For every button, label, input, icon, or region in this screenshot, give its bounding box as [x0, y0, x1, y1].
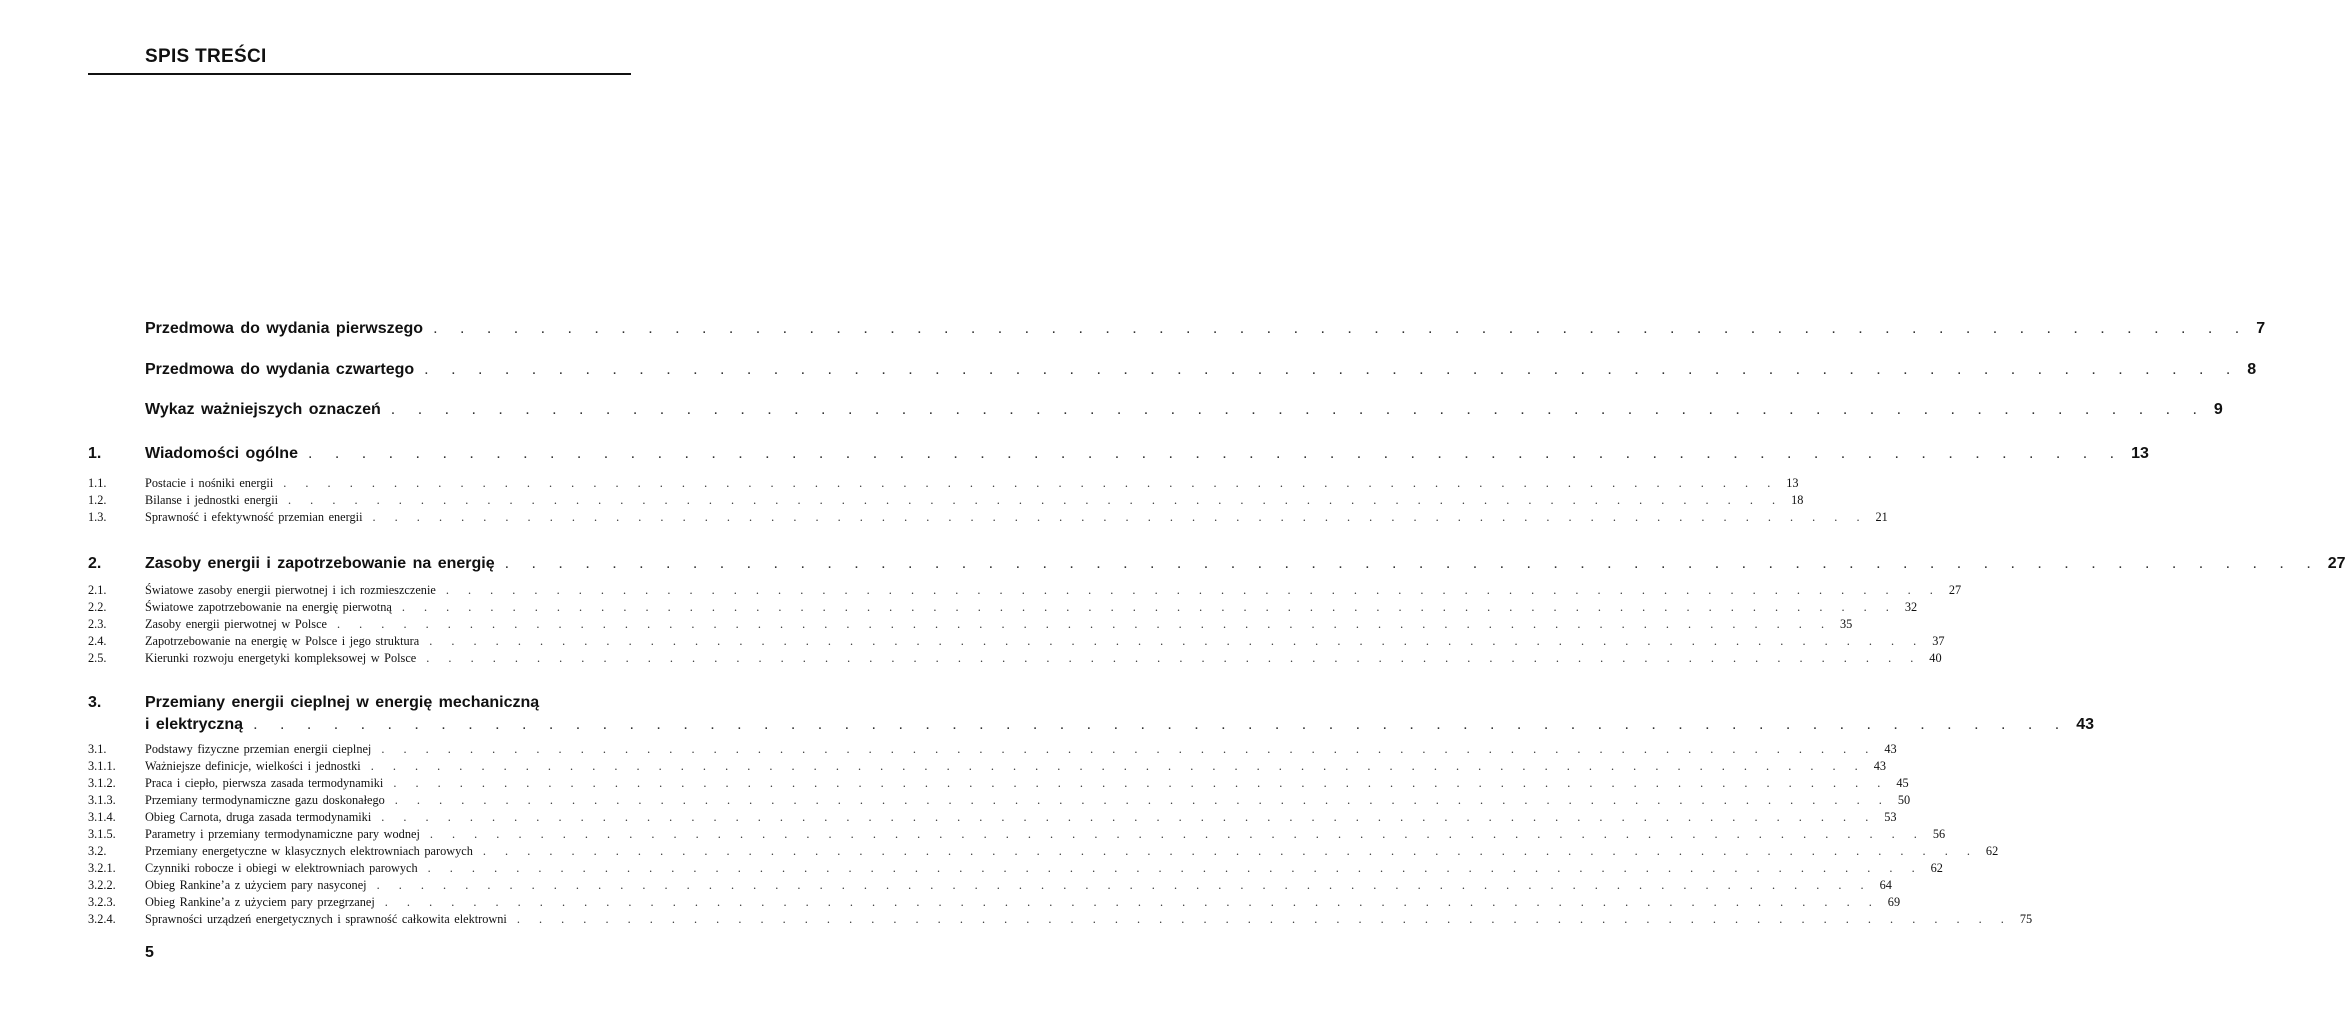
section-page: 53: [1884, 810, 1897, 824]
section-title: Zasoby energii pierwotnej w Polsce: [145, 617, 327, 631]
section-page: 56: [1932, 827, 1946, 841]
section-title: Bilanse i jednostki energii: [145, 493, 279, 507]
chapter-title-line1: Przemiany energii cieplnej w energię mechaniczną: [145, 694, 540, 711]
chapter-page: 43: [2076, 716, 2094, 733]
section-title: Przemiany energetyczne w klasycznych elektrowniach parowych: [145, 844, 473, 858]
toc-entry-page: 8: [2247, 361, 2257, 378]
section-title: Światowe zasoby energii pierwotnej i ich rozmieszczenie: [145, 583, 436, 597]
toc-chapter-1[interactable]: [88, 445, 2149, 463]
toc-section[interactable]: [88, 843, 1999, 860]
section-title: Podstawy fizyczne przemian energii cieplnej: [145, 742, 372, 756]
section-number: 2.1.: [88, 583, 107, 597]
header-rule: [88, 73, 631, 75]
section-number: 2.4.: [88, 634, 107, 648]
toc-entry-title: Wykaz ważniejszych oznaczeń: [145, 401, 381, 418]
dot-leader: . . . . . . . . . . . . . . . . . . . . . . . . . . . . . . . . . . . . . . . . . . . . . . . . . . . . . . . . . . . . . . . . . . . .: [445, 583, 1941, 597]
section-title: Sprawności urządzeń energetycznych i sprawność całkowita elektrowni: [145, 912, 507, 926]
section-number: 2.3.: [88, 617, 107, 631]
chapter-title: Wiadomości ogólne: [145, 445, 298, 462]
chapter-title: Zasoby energii i zapotrzebowanie na energię: [145, 555, 495, 572]
toc-section[interactable]: [88, 758, 1887, 775]
section-number: 3.2.2.: [88, 878, 116, 892]
dot-leader: . . . . . . . . . . . . . . . . . . . . . . . . . . . . . . . . . . . . . . . . . . . . . . . . . . . . . . . . . . . . . . . . . . . .: [424, 361, 2240, 378]
section-page: 21: [1875, 510, 1888, 524]
dot-leader: . . . . . . . . . . . . . . . . . . . . . . . . . . . . . . . . . . . . . . . . . . . . . . . . . . . . . . . . . . . . . . . . . . . .: [370, 759, 1866, 773]
section-page: 18: [1791, 493, 1804, 507]
section-page: 43: [1884, 742, 1897, 756]
toc-section[interactable]: [88, 775, 1909, 792]
section-title: Zapotrzebowanie na energię w Polsce i jego struktura: [145, 634, 420, 648]
section-page: 43: [1873, 759, 1887, 773]
section-title: Parametry i przemiany termodynamiczne pary wodnej: [145, 827, 420, 841]
section-page: 62: [1985, 844, 1999, 858]
section-number: 3.2.: [88, 844, 107, 858]
section-number: 3.1.5.: [88, 827, 116, 841]
section-title: Przemiany termodynamiczne gazu doskonałego: [145, 793, 385, 807]
section-page: 13: [1786, 476, 1799, 490]
section-title: Kierunki rozwoju energetyki kompleksowej w Polsce: [145, 651, 417, 665]
section-title: Obieg Rankine’a z użyciem pary nasyconej: [145, 878, 367, 892]
section-number: 3.2.1.: [88, 861, 116, 875]
section-title: Światowe zapotrzebowanie na energię pierwotną: [145, 600, 392, 614]
section-title: Praca i ciepło, pierwsza zasada termodynamiki: [145, 776, 384, 790]
toc-entry-page: 9: [2213, 401, 2223, 418]
chapter-page: 13: [2131, 445, 2149, 462]
chapter-number: 3.: [88, 694, 102, 711]
section-number: 3.1.3.: [88, 793, 116, 807]
dot-leader: . . . . . . . . . . . . . . . . . . . . . . . . . . . . . . . . . . . . . . . . . . . . . . . . . . . . . . . . . . . . . . . . . . . .: [429, 634, 1925, 648]
toc-section[interactable]: [88, 599, 1918, 616]
dot-leader: . . . . . . . . . . . . . . . . . . . . . . . . . . . . . . . . . . . . . . . . . . . . . . . . . . . . . . . . . . . . . . . . . . . .: [283, 476, 1779, 490]
toc-entry-title: Przedmowa do wydania czwartego: [145, 361, 415, 378]
section-title: Ważniejsze definicje, wielkości i jednostki: [145, 759, 361, 773]
toc-section[interactable]: [88, 860, 1943, 877]
dot-leader: . . . . . . . . . . . . . . . . . . . . . . . . . . . . . . . . . . . . . . . . . . . . . . . . . . . . . . . . . . . . . . . . . . . .: [307, 445, 2124, 462]
section-page: 32: [1904, 600, 1918, 614]
chapter-number: 2.: [88, 555, 102, 572]
section-number: 2.5.: [88, 651, 107, 665]
chapter-title-line2: i elektryczną: [145, 716, 244, 733]
toc-section[interactable]: [88, 650, 1942, 667]
section-title: Obieg Rankine’a z użyciem pary przegrzanej: [145, 895, 375, 909]
page-title: SPIS TREŚCI: [145, 46, 267, 67]
section-number: 1.3.: [88, 510, 107, 524]
toc-section[interactable]: [88, 809, 1897, 826]
dot-leader: . . . . . . . . . . . . . . . . . . . . . . . . . . . . . . . . . . . . . . . . . . . . . . . . . . . . . . . . . . . . . . . . . . . .: [426, 651, 1922, 665]
toc-section[interactable]: [88, 826, 1946, 843]
section-page: 27: [1948, 583, 1962, 597]
toc-section[interactable]: [88, 911, 2033, 928]
section-title: Obieg Carnota, druga zasada termodynamiki: [145, 810, 372, 824]
dot-leader: . . . . . . . . . . . . . . . . . . . . . . . . . . . . . . . . . . . . . . . . . . . . . . . . . . . . . . . . . . . . . . . . . . . .: [504, 555, 2320, 572]
toc-section[interactable]: [88, 475, 1799, 492]
section-number: 1.2.: [88, 493, 107, 507]
dot-leader: . . . . . . . . . . . . . . . . . . . . . . . . . . . . . . . . . . . . . . . . . . . . . . . . . . . . . . . . . . . . . . . . . . . .: [393, 776, 1889, 790]
toc-section[interactable]: [88, 894, 1901, 911]
toc-section[interactable]: [88, 741, 1897, 758]
toc-chapter-3[interactable]: [88, 694, 2094, 734]
dot-leader: . . . . . . . . . . . . . . . . . . . . . . . . . . . . . . . . . . . . . . . . . . . . . . . . . . . . . . . . . . . . . . . . . . . .: [288, 493, 1784, 507]
section-number: 1.1.: [88, 476, 107, 490]
section-title: Czynniki robocze i obiegi w elektrowniach parowych: [145, 861, 418, 875]
section-page: 69: [1887, 895, 1901, 909]
dot-leader: . . . . . . . . . . . . . . . . . . . . . . . . . . . . . . . . . . . . . . . . . . . . . . . . . . . . . . . . . . . . . . . . . . . .: [337, 617, 1833, 631]
dot-leader: . . . . . . . . . . . . . . . . . . . . . . . . . . . . . . . . . . . . . . . . . . . . . . . . . . . . . . . . . . . . . . . . . . . .: [394, 793, 1890, 807]
section-page: 40: [1929, 651, 1942, 665]
toc-entry-preface-first[interactable]: [145, 320, 2266, 338]
section-page: 35: [1840, 617, 1853, 631]
toc-entry-page: 7: [2256, 320, 2266, 337]
toc-section[interactable]: [88, 492, 1804, 509]
dot-leader: . . . . . . . . . . . . . . . . . . . . . . . . . . . . . . . . . . . . . . . . . . . . . . . . . . . . . . . . . . . . . . . . . . . .: [253, 716, 2069, 733]
toc-entry-symbols[interactable]: [145, 401, 2223, 419]
toc-entry-title: Przedmowa do wydania pierwszego: [145, 320, 424, 337]
dot-leader: . . . . . . . . . . . . . . . . . . . . . . . . . . . . . . . . . . . . . . . . . . . . . . . . . . . . . . . . . . . . . . . . . . . .: [401, 600, 1897, 614]
section-number: 3.2.4.: [88, 912, 116, 926]
section-page: 64: [1879, 878, 1892, 892]
section-number: 3.2.3.: [88, 895, 116, 909]
dot-leader: . . . . . . . . . . . . . . . . . . . . . . . . . . . . . . . . . . . . . . . . . . . . . . . . . . . . . . . . . . . . . . . . . . . .: [482, 844, 1978, 858]
dot-leader: . . . . . . . . . . . . . . . . . . . . . . . . . . . . . . . . . . . . . . . . . . . . . . . . . . . . . . . . . . . . . . . . . . . .: [433, 320, 2249, 337]
dot-leader: . . . . . . . . . . . . . . . . . . . . . . . . . . . . . . . . . . . . . . . . . . . . . . . . . . . . . . . . . . . . . . . . . . . .: [427, 861, 1923, 875]
section-title: Postacie i nośniki energii: [145, 476, 274, 490]
toc-entry-preface-fourth[interactable]: [145, 361, 2257, 379]
dot-leader: . . . . . . . . . . . . . . . . . . . . . . . . . . . . . . . . . . . . . . . . . . . . . . . . . . . . . . . . . . . . . . . . . . . .: [516, 912, 2012, 926]
section-page: 50: [1897, 793, 1911, 807]
dot-leader: . . . . . . . . . . . . . . . . . . . . . . . . . . . . . . . . . . . . . . . . . . . . . . . . . . . . . . . . . . . . . . . . . . . .: [384, 895, 1880, 909]
toc-section[interactable]: [88, 616, 1853, 633]
section-number: 3.1.: [88, 742, 107, 756]
page-number: 5: [145, 944, 154, 961]
chapter-number: 1.: [88, 445, 102, 462]
dot-leader: . . . . . . . . . . . . . . . . . . . . . . . . . . . . . . . . . . . . . . . . . . . . . . . . . . . . . . . . . . . . . . . . . . . .: [429, 827, 1925, 841]
toc-section[interactable]: [88, 633, 1945, 650]
section-number: 3.1.2.: [88, 776, 116, 790]
section-page: 45: [1896, 776, 1909, 790]
dot-leader: . . . . . . . . . . . . . . . . . . . . . . . . . . . . . . . . . . . . . . . . . . . . . . . . . . . . . . . . . . . . . . . . . . . .: [381, 742, 1877, 756]
section-page: 37: [1932, 634, 1945, 648]
section-number: 3.1.1.: [88, 759, 116, 773]
dot-leader: . . . . . . . . . . . . . . . . . . . . . . . . . . . . . . . . . . . . . . . . . . . . . . . . . . . . . . . . . . . . . . . . . . . .: [372, 510, 1868, 524]
section-number: 2.2.: [88, 600, 107, 614]
section-page: 75: [2019, 912, 2033, 926]
section-title: Sprawność i efektywność przemian energii: [145, 510, 363, 524]
toc-section[interactable]: [88, 877, 1892, 894]
section-number: 3.1.4.: [88, 810, 116, 824]
dot-leader: . . . . . . . . . . . . . . . . . . . . . . . . . . . . . . . . . . . . . . . . . . . . . . . . . . . . . . . . . . . . . . . . . . . .: [376, 878, 1872, 892]
dot-leader: . . . . . . . . . . . . . . . . . . . . . . . . . . . . . . . . . . . . . . . . . . . . . . . . . . . . . . . . . . . . . . . . . . . .: [381, 810, 1877, 824]
dot-leader: . . . . . . . . . . . . . . . . . . . . . . . . . . . . . . . . . . . . . . . . . . . . . . . . . . . . . . . . . . . . . . . . . . . .: [390, 401, 2206, 418]
toc-chapter-2[interactable]: [88, 555, 2346, 573]
section-page: 62: [1930, 861, 1943, 875]
toc-section[interactable]: [88, 582, 1962, 599]
chapter-page: 27: [2327, 555, 2346, 572]
toc-section[interactable]: [88, 792, 1911, 809]
toc-section[interactable]: [88, 509, 1888, 526]
